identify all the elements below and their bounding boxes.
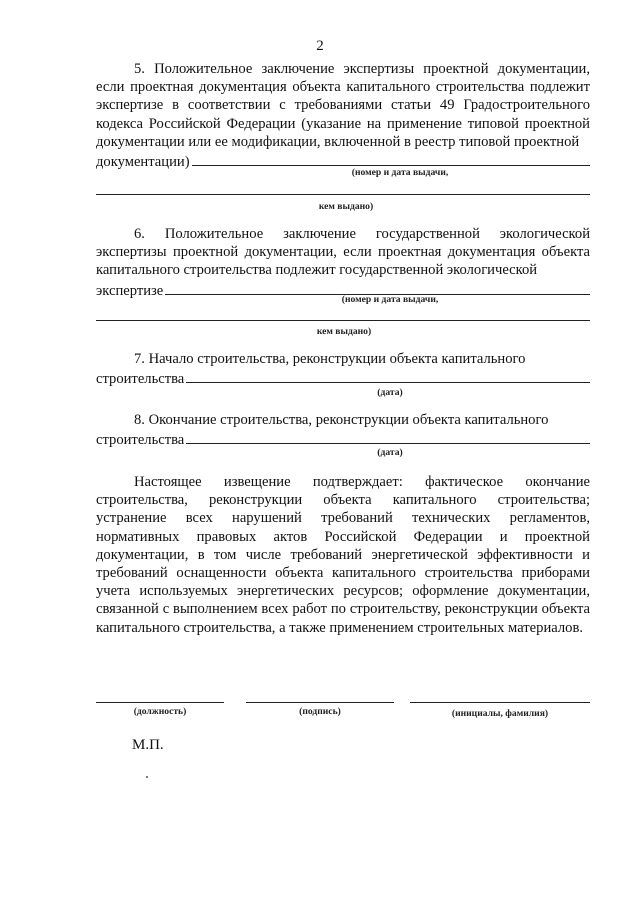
item-7-caption-date: (дата) [377, 387, 403, 398]
item-6-blank-line [165, 280, 590, 295]
position-caption: (должность) [133, 706, 187, 717]
item-7-blank-line [186, 368, 590, 383]
item-6-text: 6. Положительное заключение государственной экологической экспертизы проектной документации, если проектная документация объекта капитального строительства подлежит государственной экологической экспертизе [96, 226, 590, 299]
item-8-text: 8. Окончание строительства, реконструкции объекта капитального строительства [96, 411, 590, 449]
item-6-caption-number: (номер и дата выдачи, [341, 294, 439, 305]
item-7-tail: строительства [96, 371, 185, 388]
name-line [410, 702, 590, 703]
scan-speck [146, 776, 148, 778]
confirmation-paragraph: Настоящее извещение подтверждает: фактическое окончание строительства, реконструкции объекта капитального строительства; устранение всех нарушений требований технических регламентов, нормативных правовых актов Российской Федерации и проектной документации, в том числе требований энергетической эффективности и требований оснащенности объекта капитального строительства приборами учета используемых энергетических ресурсов; оформление документации, связанной с выполнением всех работ по строительству, реконструкции объекта капитального строительства, а также применением строительных материалов. [96, 474, 590, 636]
item-5-tail: документации) [96, 154, 190, 171]
item-5-caption-number: (номер и дата выдачи, [351, 167, 449, 178]
position-line [96, 702, 224, 703]
item-8-blank-line [186, 429, 590, 444]
name-caption: (инициалы, фамилия) [451, 708, 549, 719]
signature-caption: (подпись) [299, 706, 341, 717]
item-8-tail: строительства [96, 432, 185, 449]
item-8-caption-date: (дата) [377, 447, 403, 458]
item-5-text: 5. Положительное заключение экспертизы проектной документации, если проектная документация объекта капитального строительства подлежит экспертизе в соответствии с требованиями статьи 49 Градостроительного кодекса Российской Федерации (указание на применение типовой проектной документации или ее модификации, включенной в реестр типовой проектной документации) [96, 61, 590, 171]
item-6-tail: экспертизе [96, 282, 164, 299]
item-6-issuer-line [96, 320, 590, 321]
stamp-place-label: М.П. [132, 737, 164, 753]
item-5-caption-issuer: кем выдано) [318, 201, 374, 212]
item-5-issuer-line [96, 194, 590, 195]
page-number: 2 [316, 38, 324, 54]
item-7-text: 7. Начало строительства, реконструкции объекта капитального строительства [96, 350, 590, 388]
signature-line [246, 702, 394, 703]
item-5-blank-line [192, 151, 590, 166]
item-6-caption-issuer: кем выдано) [316, 326, 372, 337]
